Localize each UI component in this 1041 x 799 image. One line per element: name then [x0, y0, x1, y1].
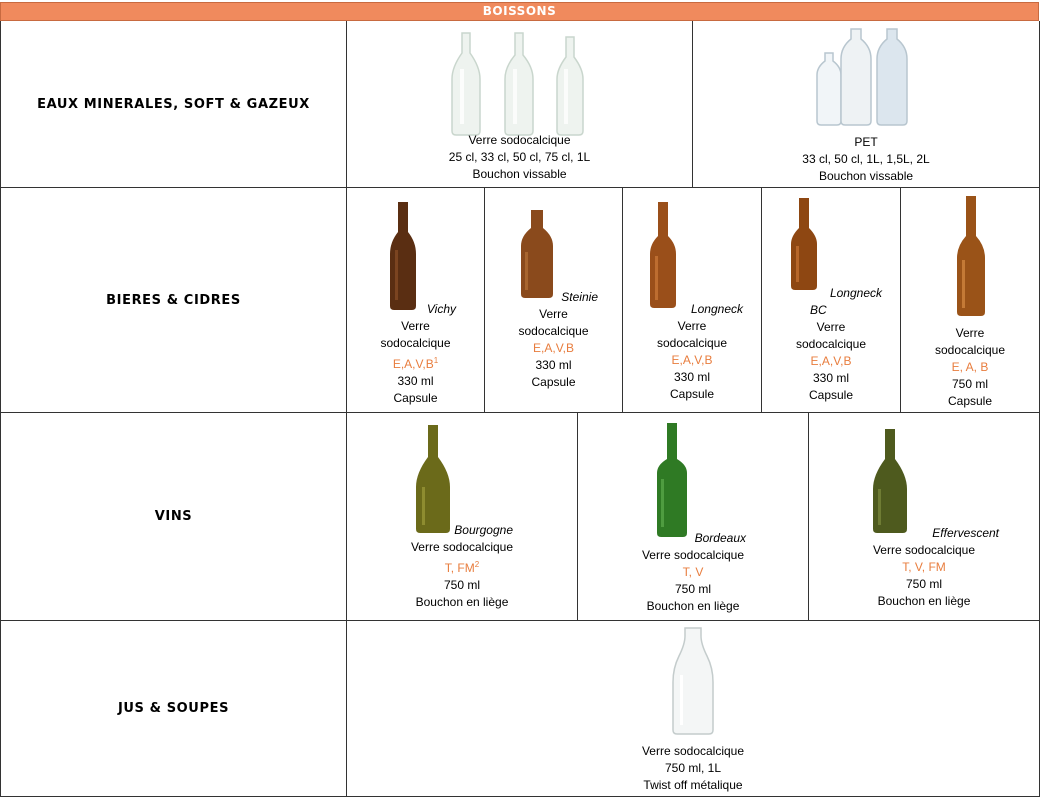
cell-material-2: sodocalcique [518, 324, 589, 338]
row-label: VINS [0, 413, 347, 620]
clear-juice-bottle-image [670, 625, 716, 739]
cell-wine-bourgogne [347, 413, 578, 620]
color-codes: T, V [682, 565, 704, 579]
cell-closure: Twist off métalique [643, 778, 743, 792]
cell-material-2: sodocalcique [934, 343, 1006, 357]
row-label: JUS & SOUPES [0, 621, 347, 796]
cell-beer-longneck [623, 188, 762, 412]
cell-sizes: 750 ml, 1L [664, 761, 722, 775]
cell-closure: Capsule [393, 391, 438, 405]
pet-bottles-image [813, 27, 933, 132]
footnote-marker: 2 [474, 560, 480, 569]
bottle-name-2: BC [810, 303, 827, 317]
cell-material-1: Verre [955, 326, 985, 340]
footnote-marker: 1 [433, 356, 439, 365]
cell-beer-longneck-bc [762, 188, 901, 412]
olive-wine-bottle-image [413, 423, 453, 535]
green-wine-bottle-image [650, 421, 694, 539]
row-eaux [0, 21, 1040, 188]
dark-olive-bottle-image [869, 427, 911, 537]
cell-material-2: sodocalcique [380, 336, 451, 350]
cell-wine-bordeaux [578, 413, 809, 620]
bottle-name: Vichy [426, 302, 456, 316]
color-codes: E,A,V,B [392, 357, 434, 371]
row-bieres [0, 188, 1040, 413]
cell-closure: Bouchon en liège [877, 594, 971, 608]
bottle-name: Effervescent [932, 526, 999, 540]
cell-closure: Capsule [669, 387, 715, 401]
cell-closure: Capsule [531, 375, 576, 389]
brown-bottle-image [515, 208, 559, 300]
color-codes: E,A,V,B [533, 341, 574, 355]
cell-closure: Bouchon vissable [472, 167, 567, 181]
cell-size: 330 ml [812, 371, 850, 385]
color-codes: T, FM [444, 561, 475, 575]
clear-glass-bottles-image [420, 29, 620, 137]
cell-glass-water [347, 21, 693, 187]
cell-beer-steinie [485, 188, 623, 412]
cell-sizes: 25 cl, 33 cl, 50 cl, 75 cl, 1L [448, 150, 591, 164]
brown-bottle-image [383, 200, 423, 312]
brown-bottle-image [951, 194, 991, 320]
bottle-name: Steinie [561, 290, 598, 304]
cell-closure: Bouchon vissable [818, 169, 914, 183]
cell-material: Verre sodocalcique [872, 543, 976, 557]
row-label: EAUX MINERALES, SOFT & GAZEUX [0, 21, 347, 187]
color-codes: E,A,V,B [810, 354, 852, 368]
cell-material-1: Verre [816, 320, 846, 334]
color-codes: E,A,V,B [671, 353, 713, 367]
brown-bottle-image [786, 196, 822, 292]
cell-material: Verre sodocalcique [641, 744, 745, 758]
color-codes: T, V, FM [902, 560, 946, 574]
cell-material-1: Verre [401, 319, 430, 333]
cell-material: Verre sodocalcique [641, 548, 745, 562]
cell-size: 750 ml [905, 577, 943, 591]
cell-material-1: Verre [677, 319, 707, 333]
cell-material: Verre sodocalcique [468, 133, 571, 147]
bottle-name: Longneck [690, 302, 743, 316]
cell-size: 330 ml [397, 374, 434, 388]
cell-size: 750 ml [443, 578, 481, 592]
section-title: BOISSONS [482, 4, 557, 18]
cell-size: 330 ml [535, 358, 572, 372]
row-label: BIERES & CIDRES [0, 188, 347, 412]
cell-sizes: 33 cl, 50 cl, 1L, 1,5L, 2L [802, 152, 930, 166]
cell-closure: Capsule [947, 394, 993, 408]
cell-size: 750 ml [951, 377, 989, 391]
bottle-name: Bourgogne [454, 523, 513, 537]
cell-material: PET [854, 135, 878, 149]
cell-closure: Bouchon en liège [646, 599, 740, 613]
cell-closure: Bouchon en liège [415, 595, 509, 609]
cell-beer-vichy [347, 188, 485, 412]
cell-beer-750 [901, 188, 1040, 412]
bottle-name: Longneck [829, 286, 882, 300]
row-jus [0, 621, 1040, 797]
cell-material: Verre sodocalcique [410, 540, 514, 554]
cell-material-2: sodocalcique [656, 336, 728, 350]
cell-pet-water [693, 21, 1040, 187]
bottle-name: Bordeaux [694, 531, 746, 545]
brown-bottle-image [645, 200, 681, 310]
cell-material-2: sodocalcique [795, 337, 867, 351]
cell-wine-effervescent [809, 413, 1040, 620]
color-codes: E, A, B [951, 360, 989, 374]
cell-size: 330 ml [673, 370, 711, 384]
cell-material-1: Verre [539, 307, 568, 321]
cell-size: 750 ml [674, 582, 712, 596]
cell-closure: Capsule [808, 388, 854, 402]
row-vins [0, 413, 1040, 621]
cell-juice-bottle [347, 621, 1040, 796]
section-header [0, 2, 1039, 21]
